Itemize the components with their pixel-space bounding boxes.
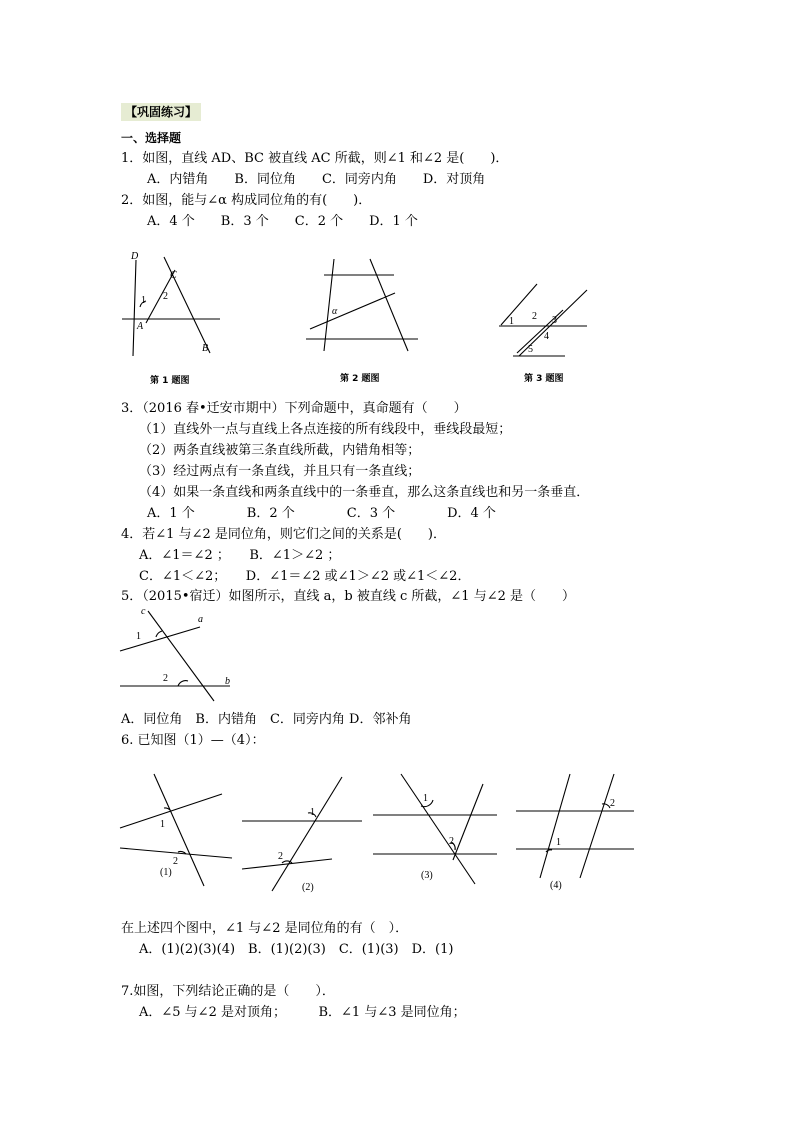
caption-fig1: 第 1 题图 bbox=[150, 376, 190, 386]
fig5-label-1: 1 bbox=[136, 631, 141, 642]
fig1-label-C: C bbox=[170, 270, 177, 281]
q7-options: A．∠5 与∠2 是对顶角； B．∠1 与∠3 是同位角； bbox=[139, 1005, 466, 1020]
fig3-label-4: 4 bbox=[544, 331, 549, 342]
fig1-label-D: D bbox=[131, 251, 139, 262]
figure-q5 bbox=[118, 603, 243, 703]
fig3-label-1: 1 bbox=[509, 316, 514, 327]
figure-q6-1 bbox=[118, 770, 228, 895]
q3-item-3: （3）经过两点有一条直线，并且只有一条直线； bbox=[139, 464, 421, 479]
fig2-label-alpha: α bbox=[332, 306, 338, 317]
figure-q1 bbox=[120, 245, 230, 365]
fig6-2-label-1: 1 bbox=[310, 807, 315, 818]
q6-question: 在上述四个图中，∠1 与∠2 是同位角的有（ ）． bbox=[121, 921, 409, 936]
q2-stem: 2．如图，能与∠α 构成同位角的有( )． bbox=[121, 193, 372, 208]
q2-options: A．4 个 B．3 个 C．2 个 D．1 个 bbox=[147, 214, 418, 229]
fig5-label-c: c bbox=[141, 606, 146, 617]
q5-stem: 5．（2015•宿迁）如图所示，直线 a，b 被直线 c 所截，∠1 与∠2 是（ ） bbox=[121, 589, 575, 604]
caption-fig2: 第 2 题图 bbox=[340, 374, 380, 384]
part1-title: 一、选择题 bbox=[121, 131, 182, 145]
fig3-label-3: 3 bbox=[552, 315, 557, 326]
figure-q6-3 bbox=[371, 770, 501, 890]
fig1-label-1: 1 bbox=[141, 295, 146, 306]
fig5-label-2: 2 bbox=[163, 673, 168, 684]
q5-options: A．同位角 B．内错角 C．同旁内角 D．邻补角 bbox=[121, 712, 412, 727]
q3-item-1: （1）直线外一点与直线上各点连接的所有线段中，垂线段最短； bbox=[139, 422, 512, 437]
q3-stem: 3．（2016 春•迁安市期中）下列命题中，真命题有（ ） bbox=[121, 401, 467, 416]
q6-options: A．(1)(2)(3)(4) B．(1)(2)(3) C．(1)(3) D．(1) bbox=[139, 942, 454, 957]
q3-options: A．1 个 B．2 个 C．3 个 D．4 个 bbox=[147, 506, 496, 521]
q7-stem: 7.如图，下列结论正确的是（ ）． bbox=[121, 984, 335, 999]
q4-stem: 4．若∠1 与∠2 是同位角，则它们之间的关系是( )． bbox=[121, 527, 447, 542]
fig6-4-label-1: 1 bbox=[556, 837, 561, 848]
fig6-1-label-1: 1 bbox=[160, 819, 165, 830]
fig6-4-caption: (4) bbox=[550, 880, 562, 891]
fig3-label-2: 2 bbox=[532, 311, 537, 322]
fig3-label-5: 5 bbox=[528, 344, 533, 355]
fig6-2-caption: (2) bbox=[302, 882, 314, 893]
fig6-3-label-1: 1 bbox=[423, 793, 428, 804]
fig6-2-label-2: 2 bbox=[278, 851, 283, 862]
q1-stem: 1．如图，直线 AD、BC 被直线 AC 所截，则∠1 和∠2 是( )． bbox=[121, 151, 509, 166]
fig6-1-label-2: 2 bbox=[173, 856, 178, 867]
q1-options: A．内错角 B．同位角 C．同旁内角 D．对顶角 bbox=[147, 172, 486, 187]
q4-options-2: C．∠1＜∠2； D．∠1＝∠2 或∠1＞∠2 或∠1＜∠2． bbox=[139, 569, 471, 584]
q4-options-1: A．∠1＝∠2 ； B．∠1＞∠2 ； bbox=[139, 548, 341, 563]
fig1-label-B: B bbox=[202, 343, 209, 354]
q3-item-4: （4）如果一条直线和两条直线中的一条垂直，那么这条直线也和另一条垂直． bbox=[139, 485, 590, 500]
fig6-4-label-2: 2 bbox=[610, 798, 615, 809]
caption-fig3: 第 3 题图 bbox=[524, 374, 564, 384]
fig1-label-A: A bbox=[137, 321, 144, 332]
fig5-label-b: b bbox=[225, 676, 230, 687]
q3-item-2: （2）两条直线被第三条直线所截，内错角相等； bbox=[139, 443, 421, 458]
section-title: 【巩固练习】 bbox=[121, 103, 201, 121]
q6-stem: 6. 已知图（1）—（4）： bbox=[121, 733, 265, 748]
fig6-1-caption: (1) bbox=[160, 867, 172, 878]
fig1-label-2: 2 bbox=[163, 291, 168, 302]
fig5-label-a: a bbox=[198, 614, 203, 625]
figure-q6-4 bbox=[514, 770, 639, 890]
fig6-3-caption: (3) bbox=[421, 870, 433, 881]
figure-q6-2 bbox=[240, 773, 365, 893]
fig6-3-label-2: 2 bbox=[449, 836, 454, 847]
figure-q2 bbox=[300, 255, 425, 355]
figure-q3 bbox=[495, 270, 605, 365]
